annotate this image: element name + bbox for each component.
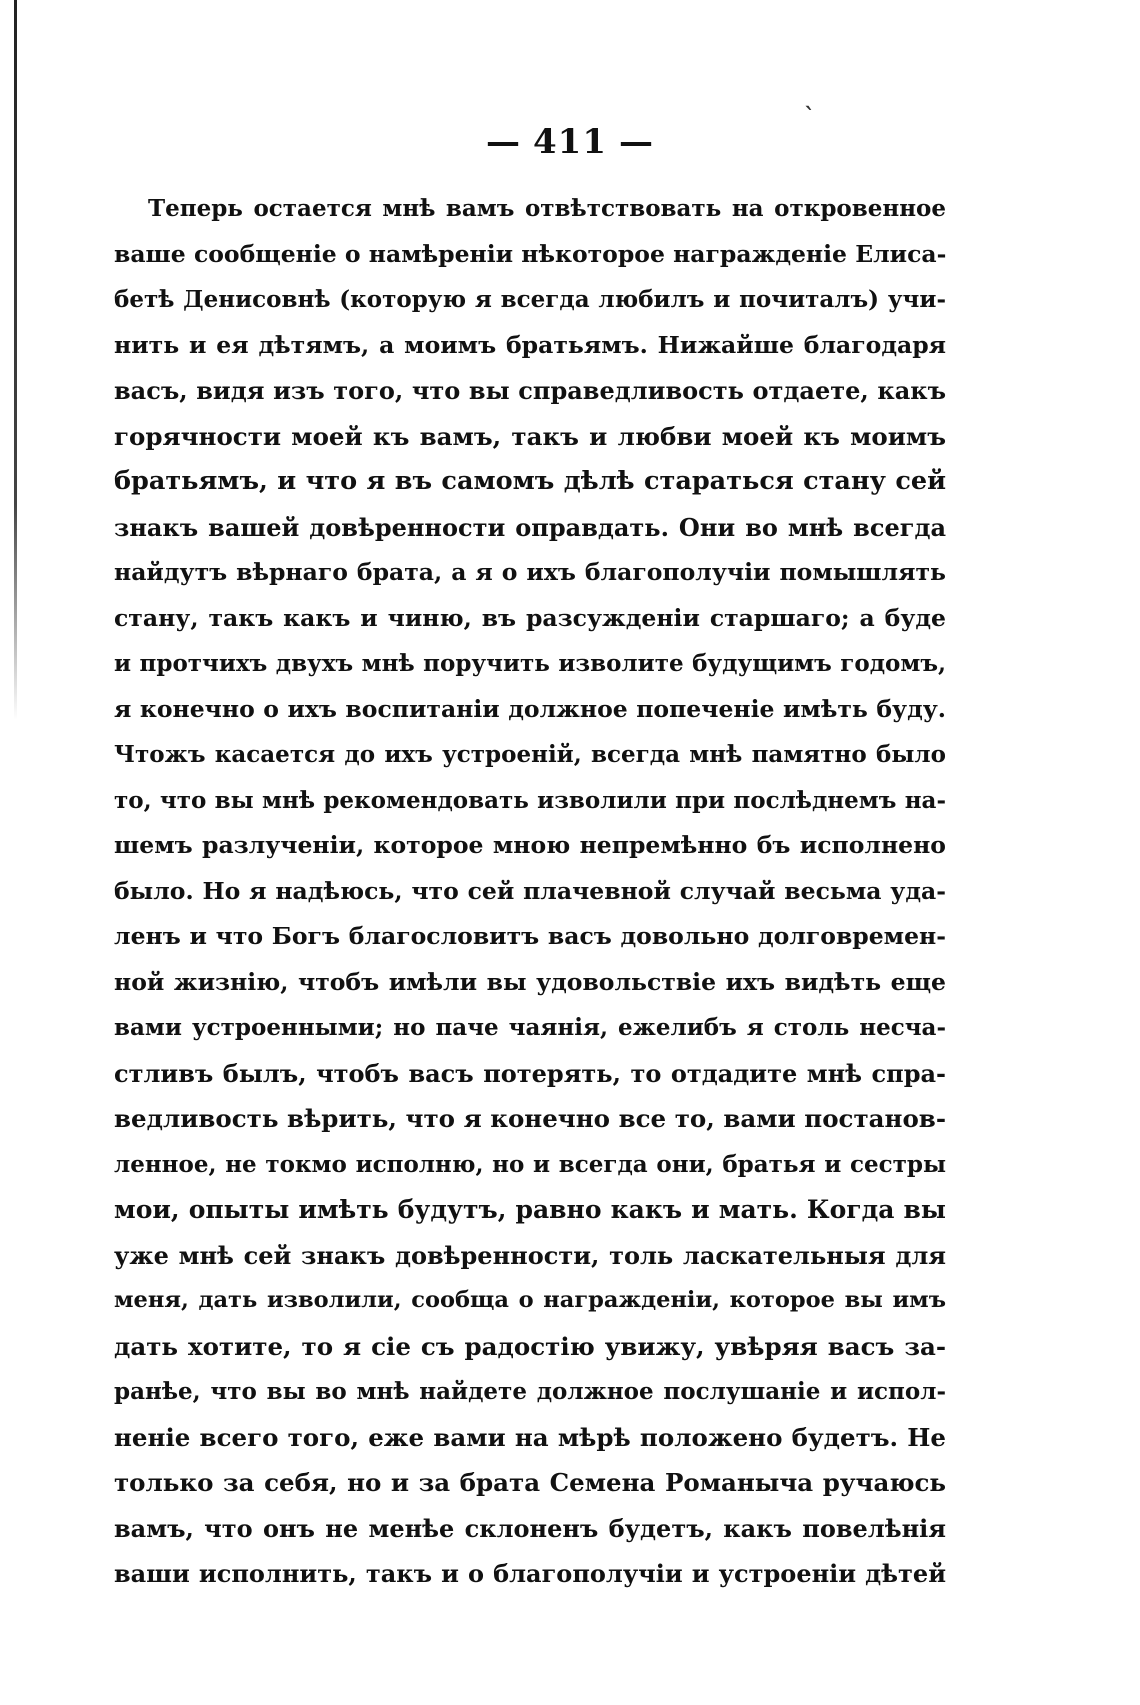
text-line: горячности моей къ вамъ, такъ и любви моей къ моимъ — [114, 421, 946, 451]
text-line: нить и ея дѣтямъ, а моимъ братьямъ. Нижайше благодаря — [114, 330, 946, 359]
text-line: Теперь остается мнѣ вамъ отвѣтствовать на откровенное — [148, 195, 946, 222]
text-line: я конечно о ихъ воспитанiи должное попеченiе имѣть буду. — [114, 694, 946, 723]
text-line: ваше сообщенiе о намѣренiи нѣкоторое награжденiе Елиса- — [114, 239, 946, 268]
text-line: уже мнѣ сей знакъ довѣренности, толь ласкательныя для — [114, 1240, 946, 1270]
text-line: найдутъ вѣрнаго брата, а я о ихъ благополучiи помышлять — [114, 558, 946, 586]
page-number — [0, 122, 1140, 162]
text-line: ленъ и что Богъ благословитъ васъ довольно долговремен- — [114, 922, 946, 950]
text-line: дать хотите, то я сiе съ радостiю увижу, увѣряя васъ за- — [114, 1331, 946, 1361]
page-number-right-dash: — — [618, 122, 654, 162]
text-line: было. Но я надѣюсь, что сей плачевной случай весьма уда- — [114, 876, 946, 905]
text-line: стану, такъ какъ и чиню, въ разсужденiи старшаго; а буде — [114, 603, 946, 632]
text-line: вамъ, что онъ не менѣе склоненъ будетъ, какъ повелѣнiя — [114, 1513, 946, 1543]
text-line: стливъ былъ, чтобъ васъ потерять, то отдадите мнѣ спра- — [114, 1058, 946, 1088]
page-number-left-dash: — — [486, 122, 521, 162]
text-line: мои, опыты имѣть будутъ, равно какъ и мать. Когда вы — [114, 1195, 946, 1224]
body-text — [114, 186, 946, 1597]
text-line: то, что вы мнѣ рекомендовать изволили при послѣднемъ на- — [114, 786, 946, 814]
text-line: вами устроенными; но паче чаянiя, ежелибъ я столь несча- — [114, 1014, 946, 1041]
text-line: ленное, не токмо исполню, но и всегда они, братья и сестры — [114, 1150, 946, 1178]
text-line: братьямъ, и что я въ самомъ дѣлѣ стараться стану сей — [114, 466, 946, 496]
text-line: ной жизнiю, чтобъ имѣли вы удовольствiе ихъ видѣть еще — [114, 967, 946, 996]
stray-ink-mark: ˋ — [804, 104, 815, 130]
text-line: шемъ разлученiи, которое мною непремѣнно бъ исполнено — [114, 831, 946, 859]
text-line: ведливость вѣрить, что я конечно все то, вами постанов- — [114, 1104, 946, 1133]
text-line: ваши исполнить, такъ и о благополучiи и устроенiи дѣтей — [114, 1559, 946, 1588]
text-line: ранѣе, что вы во мнѣ найдете должное послушанiе и испол- — [114, 1378, 946, 1405]
text-line: ненiе всего того, еже вами на мѣрѣ положено будетъ. Не — [114, 1422, 946, 1452]
text-line: бетѣ Денисовнѣ (которую я всегда любилъ и почиталъ) учи- — [114, 286, 946, 313]
text-line: меня, дать изволили, сообща о награжденiи, которое вы имъ — [114, 1287, 946, 1313]
text-line: васъ, видя изъ того, что вы справедливость отдаете, какъ — [114, 376, 946, 405]
binding-edge-line — [14, 0, 17, 720]
text-line: знакъ вашей довѣренности оправдать. Они во мнѣ всегда — [114, 512, 946, 542]
text-line: Чтожъ касается до ихъ устроенiй, всегда мнѣ памятно было — [114, 741, 946, 768]
page-number-value: 411 — [533, 122, 607, 162]
text-line: только за себя, но и за брата Семена Романыча ручаюсь — [114, 1468, 946, 1497]
text-line: и протчихъ двухъ мнѣ поручить изволите будущимъ годомъ, — [114, 650, 946, 677]
